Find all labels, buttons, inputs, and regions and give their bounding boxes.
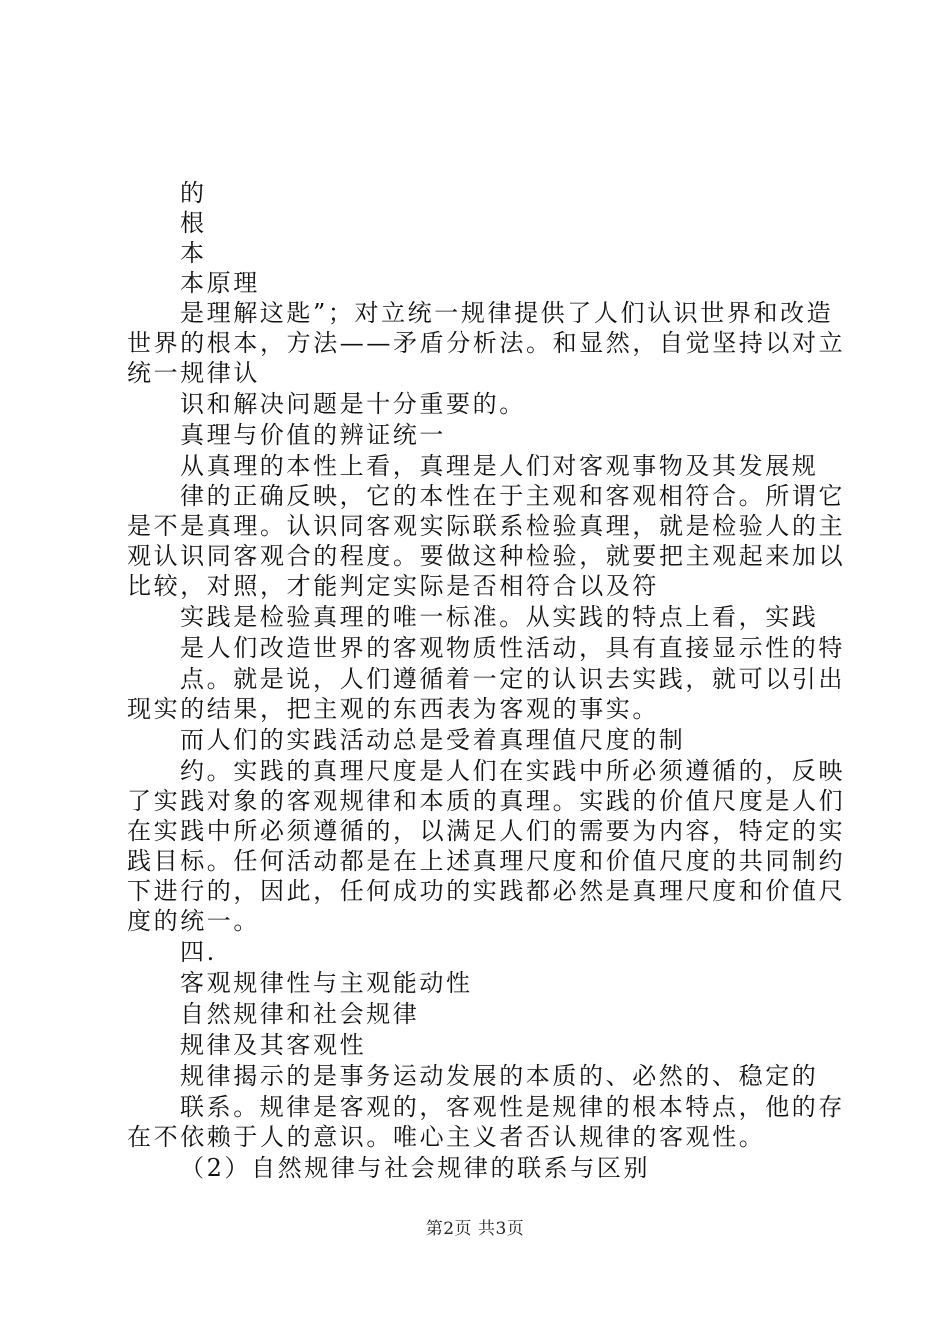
text-line: 比较，对照，才能判定实际是否相符合以及符 [127, 572, 659, 600]
text-line: 是人们改造世界的客观物质性活动，具有直接显示性的特 [180, 634, 845, 662]
text-line: 点。就是说，人们遵循着一定的认识去实践，就可以引出 [180, 665, 845, 693]
text-line: 自然规律和社会规律 [180, 1000, 420, 1028]
text-line: 在实践中所必须遵循的，以满足人们的需要为内容，特定的实 [127, 817, 846, 845]
text-line: 本原理 [180, 269, 260, 297]
text-line: 从真理的本性上看，真理是人们对客观事物及其发展规 [180, 452, 819, 480]
text-line: 规律及其客观性 [180, 1031, 367, 1059]
text-line: 的 [180, 179, 207, 207]
text-line: 世界的根本，方法——矛盾分析法。和显然，自觉坚持以对立 [127, 329, 846, 357]
text-line: 是不是真理。认识同客观实际联系检验真理，就是检验人的主 [127, 512, 846, 540]
text-line: 识和解决问题是十分重要的。 [180, 390, 526, 418]
text-line: 了实践对象的客观规律和本质的真理。实践的价值尺度是人们 [127, 787, 846, 815]
text-line: 客观规律性与主观能动性 [180, 969, 473, 997]
text-line: 约。实践的真理尺度是人们在实践中所必须遵循的，反映 [180, 757, 845, 785]
text-line: 本 [180, 239, 207, 267]
text-line: 实践是检验真理的唯一标准。从实践的特点上看，实践 [180, 603, 819, 631]
text-line: 统一规律认 [127, 359, 260, 387]
text-line: 规律揭示的是事务运动发展的本质的、必然的、稳定的 [180, 1062, 819, 1090]
text-line: 度的统一。 [127, 907, 260, 935]
text-line: 是理解这匙”；对立统一规律提供了人们认识世界和改造 [180, 299, 834, 327]
text-line: 四. [180, 938, 217, 966]
text-line: 下进行的，因此，任何成功的实践都必然是真理尺度和价值尺 [127, 877, 846, 905]
text-line: 而人们的实践活动总是受着真理值尺度的制 [180, 726, 686, 754]
text-line: 根 [180, 209, 207, 237]
text-line: 联系。规律是客观的，客观性是规律的根本特点，他的存 [180, 1093, 845, 1121]
text-line: 观认识同客观合的程度。要做这种检验，就要把主观起来加以 [127, 542, 846, 570]
text-line: 现实的结果，把主观的东西表为客观的事实。 [127, 695, 659, 723]
text-line: （2）自然规律与社会规律的联系与区别 [180, 1154, 651, 1182]
text-line: 真理与价值的辨证统一 [180, 421, 446, 449]
page-number-footer: 第2页 共3页 [425, 1219, 525, 1239]
text-line: 在不依赖于人的意识。唯心主义者否认规律的客观性。 [127, 1123, 766, 1151]
text-line: 践目标。任何活动都是在上述真理尺度和价值尺度的共同制约 [127, 847, 846, 875]
text-line: 律的正确反映，它的本性在于主观和客观相符合。所谓它 [180, 482, 845, 510]
